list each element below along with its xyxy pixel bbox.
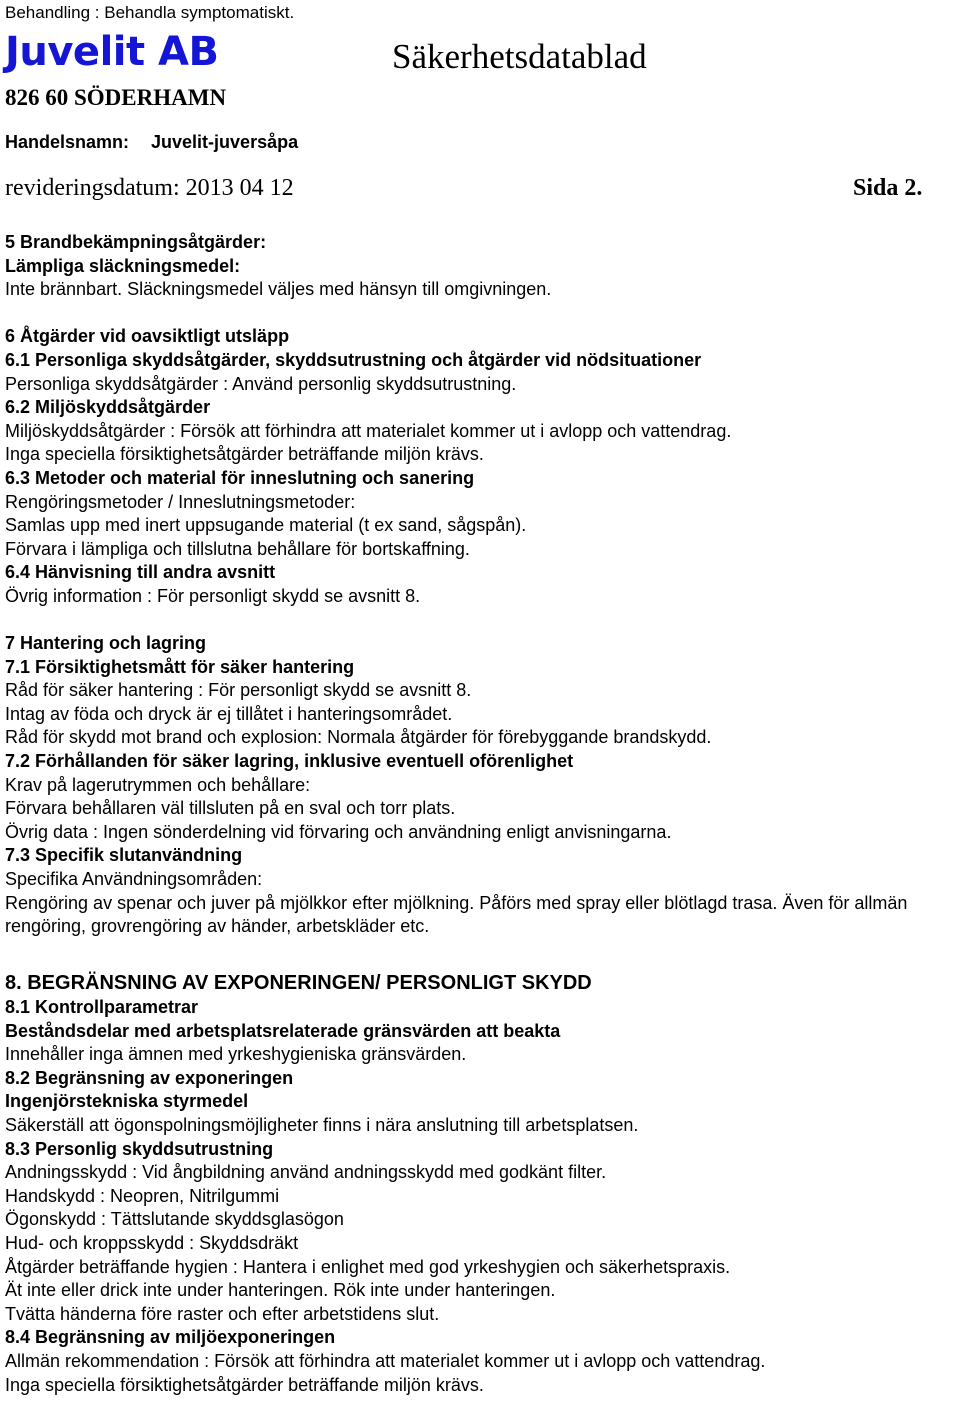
header-row (5, 27, 957, 79)
section-7-3-text: Specifika Användningsområden: (5, 869, 263, 890)
section-8-2-heading: 8.2 Begränsning av exponeringen (5, 1067, 294, 1088)
section-6-1-text: Personliga skyddsåtgärder : Använd personlig skyddsutrustning. (5, 373, 517, 394)
section-8-1-subheading: Beståndsdelar med arbetsplatsrelaterade gränsvärden att beakta (5, 1020, 561, 1041)
spacer (5, 939, 957, 963)
section-8-4-heading: 8.4 Begränsning av miljöexponeringen (5, 1327, 336, 1348)
document-body (5, 231, 957, 1397)
section-7-1-heading: 7.1 Försiktighetsmått för säker hantering (5, 656, 355, 677)
section-5-heading: 5 Brandbekämpningsåtgärder: (5, 232, 267, 252)
section-8-3-text: Åtgärder beträffande hygien : Hantera i enlighet med god yrkeshygien och säkerhetspraxis. (5, 1256, 731, 1277)
section-6-3-text: Samlas upp med inert uppsugande material (t ex sand, sågspån). (5, 515, 527, 536)
section-7-1-text: Råd för säker hantering : För personligt skydd se avsnitt 8. (5, 680, 472, 701)
section-8-2-text: Säkerställ att ögonspolningsmöjligheter finns i nära anslutning till arbetsplatsen. (5, 1114, 639, 1135)
section-8-3-text: Tvätta händerna före raster och efter arbetstidens slut. (5, 1303, 440, 1324)
section-5-subheading: Lämpliga släckningsmedel: (5, 255, 241, 276)
carryover-line: Behandling : Behandla symptomatiskt. (5, 3, 295, 22)
section-6-2-text: Inga speciella försiktighetsåtgärder beträffande miljön krävs. (5, 444, 484, 465)
section-7-2-text: Förvara behållaren väl tillsluten på en sval och torr plats. (5, 798, 456, 819)
section-8-3-text: Andningsskydd : Vid ångbildning använd andningsskydd med godkänt filter. (5, 1162, 607, 1183)
section-8-3-heading: 8.3 Personlig skyddsutrustning (5, 1138, 274, 1159)
section-6-heading: 6 Åtgärder vid oavsiktligt utsläpp (5, 326, 290, 347)
section-6-3-text: Rengöringsmetoder / Inneslutningsmetoder: (5, 491, 356, 512)
section-8-1-heading: 8.1 Kontrollparametrar (5, 997, 199, 1017)
section-8-4-text: Allmän rekommendation : Försök att förhindra att materialet kommer ut i avlopp och vattendrag. (5, 1350, 766, 1371)
document-title: Säkerhetsdatablad (392, 37, 647, 76)
section-6-2-text: Miljöskyddsåtgärder : Försök att förhindra att materialet kommer ut i avlopp och vattendrag. (5, 420, 732, 441)
section-8-3-text: Ät inte eller drick inte under hanteringen. Rök inte under hanteringen. (5, 1280, 556, 1301)
section-8-3-text: Hud- och kroppsskydd : Skyddsdräkt (5, 1232, 299, 1253)
section-7-1-text: Råd för skydd mot brand och explosion: Normala åtgärder för förebyggande brandskydd. (5, 727, 712, 748)
spacer (5, 609, 957, 633)
revision-row (5, 171, 957, 231)
section-7-heading: 7 Hantering och lagring (5, 633, 207, 654)
section-6-1-heading: 6.1 Personliga skyddsåtgärder, skyddsutrustning och åtgärder vid nödsituationer (5, 349, 702, 370)
trade-name-row (5, 117, 957, 171)
section-8-heading: 8. BEGRÄNSNING AV EXPONERINGEN/ PERSONLIGT SKYDD (5, 972, 592, 995)
trade-name-label: Handelsnamn: (5, 132, 130, 152)
section-7-2-heading: 7.2 Förhållanden för säker lagring, inklusive eventuell oförenlighet (5, 751, 574, 772)
page-number: Sida 2. (853, 175, 923, 201)
section-6-4-heading: 6.4 Hänvisning till andra avsnitt (5, 562, 276, 583)
revision-date: revideringsdatum: 2013 04 12 (5, 175, 294, 201)
section-7-3-heading: 7.3 Specifik slutanvändning (5, 845, 243, 866)
section-6-3-heading: 6.3 Metoder och material för inneslutning och sanering (5, 467, 475, 488)
section-8-2-subheading: Ingenjörstekniska styrmedel (5, 1091, 249, 1112)
section-8-1-text: Innehåller inga ämnen med yrkeshygieniska gränsvärden. (5, 1044, 467, 1065)
section-7-2-text: Krav på lagerutrymmen och behållare: (5, 774, 311, 795)
section-6-2-heading: 6.2 Miljöskyddsåtgärder (5, 397, 211, 418)
section-8-3-text: Ögonskydd : Tättslutande skyddsglasögon (5, 1209, 344, 1230)
company-address: 826 60 SÖDERHAMN (5, 85, 227, 110)
section-8-3-text: Handskydd : Neopren, Nitrilgummi (5, 1185, 280, 1206)
section-7-3-text: Rengöring av spenar och juver på mjölkkor efter mjölkning. Påförs med spray eller blötlagd trasa. Även för allmän rengöring, grovrengöring av händer, arbetskläder etc. (5, 892, 908, 937)
section-8-4-text: Inga speciella försiktighetsåtgärder beträffande miljön krävs. (5, 1374, 484, 1395)
company-name: Juvelit AB (5, 29, 219, 75)
section-7-2-text: Övrig data : Ingen sönderdelning vid förvaring och användning enligt anvisningarna. (5, 821, 672, 842)
spacer (5, 302, 957, 326)
section-6-3-text: Förvara i lämpliga och tillslutna behållare för bortskaffning. (5, 538, 470, 559)
section-7-1-text: Intag av föda och dryck är ej tillåtet i hanteringsområdet. (5, 703, 453, 724)
document-page (5, 0, 957, 1397)
section-5-text: Inte brännbart. Släckningsmedel väljes med hänsyn till omgivningen. (5, 279, 552, 300)
section-6-4-text: Övrig information : För personligt skydd se avsnitt 8. (5, 585, 421, 606)
trade-name-value: Juvelit-juversåpa (151, 132, 299, 152)
